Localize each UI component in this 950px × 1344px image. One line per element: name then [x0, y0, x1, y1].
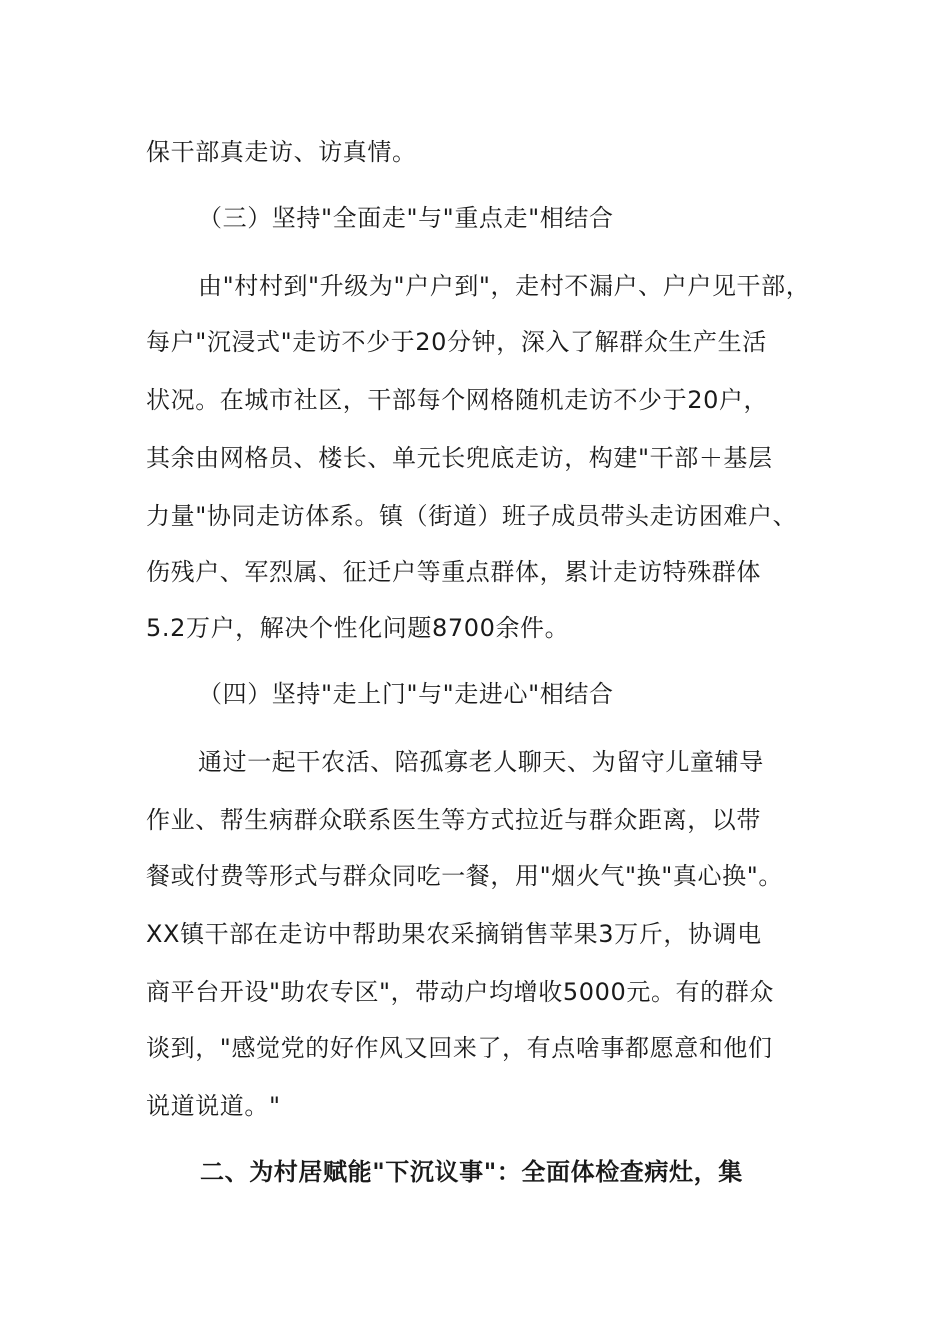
- paragraph-line: 说道说道。": [146, 1092, 281, 1120]
- paragraph-line: 保干部真走访、访真情。: [146, 138, 417, 166]
- paragraph-line: 每户"沉浸式"走访不少于20分钟，深入了解群众生产生活: [146, 328, 767, 356]
- paragraph-line: 由"村村到"升级为"户户到"，走村不漏户、户户见干部，: [198, 272, 811, 300]
- paragraph-line: 谈到，"感觉党的好作风又回来了，有点啥事都愿意和他们: [146, 1034, 773, 1062]
- paragraph-line: 状况。在城市社区，干部每个网格随机走访不少于20户，: [146, 386, 769, 414]
- paragraph-line: 力量"协同走访体系。镇（街道）班子成员带头走访困难户、: [146, 502, 798, 530]
- paragraph-line: 餐或付费等形式与群众同吃一餐，用"烟火气"换"真心换"。: [146, 862, 783, 890]
- section-heading-4: （四）坚持"走上门"与"走进心"相结合: [198, 680, 614, 708]
- chapter-heading: 二、为村居赋能"下沉议事"：全面体检查病灶，集: [200, 1158, 743, 1186]
- paragraph-line: 通过一起干农活、陪孤寡老人聊天、为留守儿童辅导: [198, 748, 764, 776]
- paragraph-line: 伤残户、军烈属、征迁户等重点群体，累计走访特殊群体: [146, 558, 761, 586]
- paragraph-line: 5.2万户，解决个性化问题8700余件。: [146, 614, 570, 642]
- paragraph-line: 其余由网格员、楼长、单元长兜底走访，构建"干部＋基层: [146, 444, 773, 472]
- section-heading-3: （三）坚持"全面走"与"重点走"相结合: [198, 204, 614, 232]
- paragraph-line: 商平台开设"助农专区"，带动户均增收5000元。有的群众: [146, 978, 774, 1006]
- paragraph-line: XX镇干部在走访中帮助果农采摘销售苹果3万斤，协调电: [146, 920, 762, 948]
- paragraph-line: 作业、帮生病群众联系医生等方式拉近与群众距离，以带: [146, 806, 761, 834]
